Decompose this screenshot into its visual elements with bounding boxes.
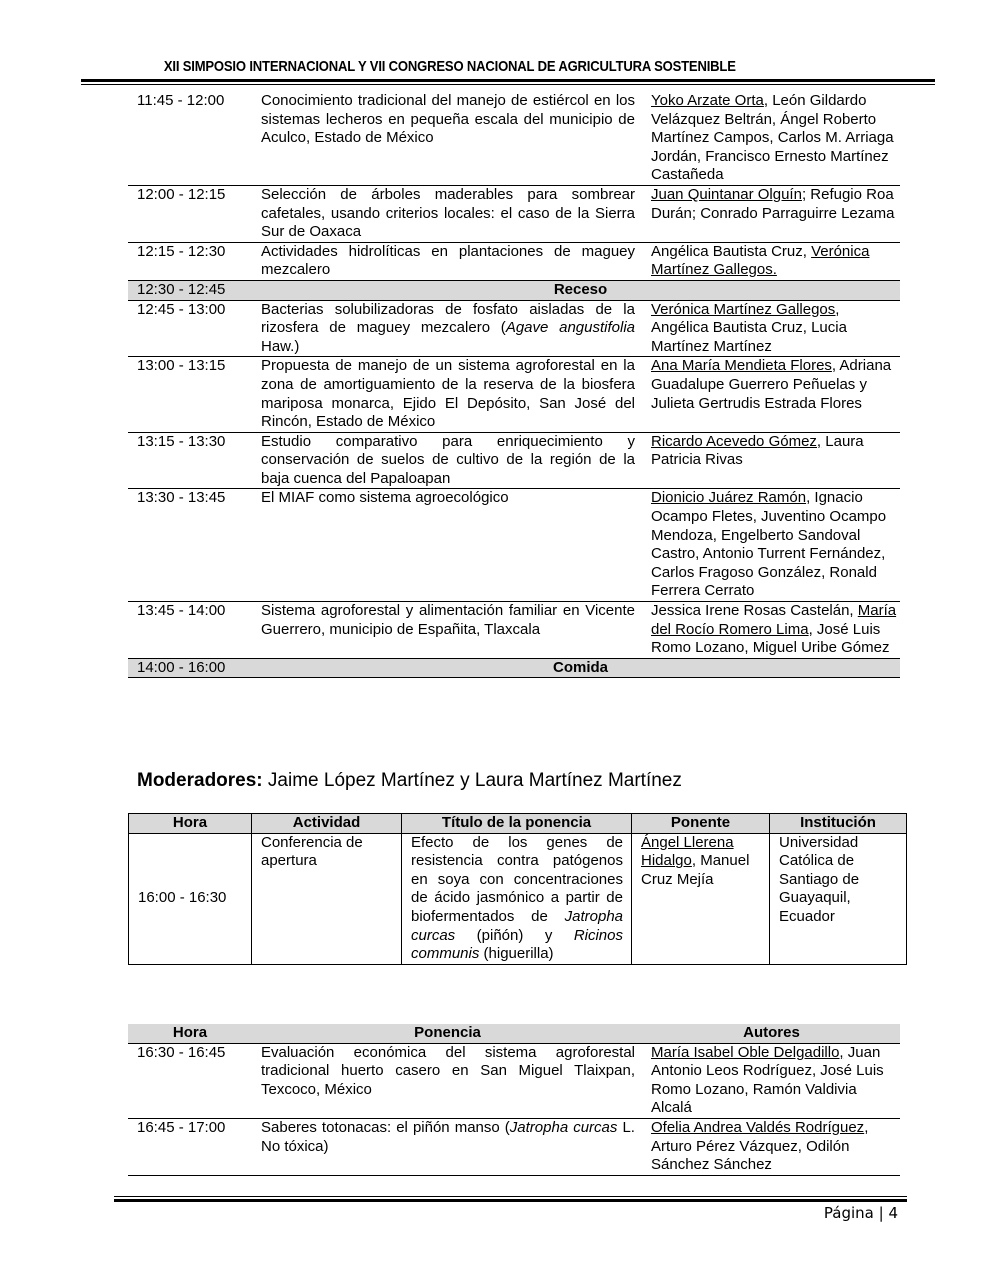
table-row <box>128 1118 900 1175</box>
footer-rule-thin <box>114 1196 907 1197</box>
coauthors: ; Refugio Roa Durán; Conrado Parraguirre Lezama <box>651 185 895 222</box>
authors-cell <box>643 1043 900 1118</box>
table-row <box>128 300 900 357</box>
table-row <box>128 432 900 489</box>
time-cell: 12:30 - 12:45 <box>128 280 252 300</box>
authors-cell <box>643 489 900 602</box>
break-row <box>128 280 900 300</box>
table-row <box>128 602 900 659</box>
time-cell: 14:00 - 16:00 <box>128 658 252 678</box>
table-row <box>128 242 900 280</box>
title-cell: Sistema agroforestal y alimentación familiar en Vicente Guerrero, municipio de Españita, Tlaxcala <box>252 602 643 659</box>
presenter-name: Ana María Mendieta Flores <box>651 357 832 375</box>
presenter-name: María Isabel Oble Delgadillo, <box>651 1043 844 1061</box>
table-row <box>128 185 900 242</box>
title-text: Haw.) <box>261 337 300 355</box>
coauthors: Laura Patricia Rivas <box>651 432 864 469</box>
title-cell <box>402 833 632 964</box>
time-cell: 12:45 - 13:00 <box>128 300 252 357</box>
title-cell: Evaluación económica del sistema agroforestal tradicional huerto casero en San Miguel Tlaixpan, Texcoco, México <box>252 1043 643 1118</box>
time-cell: 13:45 - 14:00 <box>128 602 252 659</box>
moderators-line <box>137 770 682 792</box>
species-name: Jatropha curcas <box>411 907 623 944</box>
activity-cell: Conferencia de apertura <box>252 833 402 964</box>
authors-cell <box>643 357 900 432</box>
coauthors: , Arturo Pérez Vázquez, Odilón Sánchez Sánchez <box>651 1118 869 1174</box>
time-cell: 13:00 - 13:15 <box>128 357 252 432</box>
coauthors: , Manuel Cruz Mejía <box>641 852 750 888</box>
presenter-name: María del Rocío Romero Lima <box>651 602 897 638</box>
coauthors: , Ignacio Ocampo Fletes, Juventino Ocampo Mendoza, Engelberto Sandoval Castro, Antonio Turrent Fernández, Carlos Fragoso González, Ronald Ferrera Cerrato <box>651 489 887 600</box>
header-rule-thin <box>81 84 935 85</box>
time-cell: 16:30 - 16:45 <box>128 1043 252 1118</box>
time-cell: 13:30 - 13:45 <box>128 489 252 602</box>
title-cell: Selección de árboles maderables para sombrear cafetales, usando criterios locales: el caso de la Sierra Sur de Oaxaca <box>252 185 643 242</box>
footer-rule-thick <box>114 1199 907 1202</box>
title-cell: El MIAF como sistema agroecológico <box>252 489 643 602</box>
title-text: (piñón) y <box>455 926 574 944</box>
table-row <box>129 833 907 964</box>
title-text: (higuerilla) <box>479 945 554 963</box>
break-row <box>128 658 900 678</box>
presenter-cell <box>632 833 770 964</box>
time-cell: 12:15 - 12:30 <box>128 242 252 280</box>
species-name: Ricinos communis <box>411 926 623 963</box>
coauthors: Angélica Bautista Cruz, Lucia Martínez Martínez <box>651 319 847 355</box>
time-cell: 16:45 - 17:00 <box>128 1118 252 1175</box>
col-header-institucion: Institución <box>770 814 907 834</box>
table-row <box>128 92 900 185</box>
authors-cell <box>643 602 900 659</box>
title-cell <box>252 1118 643 1175</box>
header-rule-thick <box>81 79 935 82</box>
col-header-actividad: Actividad <box>252 814 402 834</box>
title-cell <box>252 300 643 357</box>
authors-cell <box>643 300 900 357</box>
schedule-table-morning <box>128 92 900 678</box>
authors-cell <box>643 242 900 280</box>
header-title: XII SIMPOSIO INTERNACIONAL Y VII CONGRESO NACIONAL DE AGRICULTURA SOSTENIBLE <box>163 58 736 75</box>
title-text: Bacterias solubilizadoras de fosfato aisladas de la rizosfera de maguey mezcalero ( <box>261 300 635 337</box>
coauthors: Jessica Irene Rosas Castelán, <box>651 602 858 620</box>
presenter-name: Verónica Martínez Gallegos, <box>651 300 840 318</box>
title-text: Saberes totonacas: el piñón manso ( <box>261 1118 510 1136</box>
moderators-names: Jaime López Martínez y Laura Martínez Martínez <box>262 770 682 791</box>
authors-cell <box>643 92 900 185</box>
opening-conference-table <box>128 813 907 965</box>
col-header-hora: Hora <box>129 814 252 834</box>
coauthors: Juan Antonio Leos Rodríguez, José Luis Romo Lozano, Ramón Valdivia Alcalá <box>651 1043 884 1117</box>
title-cell: Actividades hidrolíticas en plantaciones de maguey mezcalero <box>252 242 643 280</box>
time-cell: 16:00 - 16:30 <box>129 833 252 964</box>
species-name: Agave angustifolia <box>505 319 635 337</box>
schedule-table-afternoon <box>128 1024 900 1176</box>
title-cell: Conocimiento tradicional del manejo de estiércol en los sistemas lecheros en pequeña escala del municipio de Aculco, Estado de México <box>252 92 643 185</box>
authors-cell <box>643 1118 900 1175</box>
coauthors: , Adriana Guadalupe Guerrero Peñuelas y Julieta Gertrudis Estrada Flores <box>651 357 892 412</box>
time-cell: 13:15 - 13:30 <box>128 432 252 489</box>
authors-cell <box>643 432 900 489</box>
page-number: Página | 4 <box>823 1204 898 1222</box>
coauthors: Angélica Bautista Cruz, <box>651 242 812 260</box>
species-name: Jatropha curcas <box>509 1118 618 1136</box>
moderators-label: Moderadores: <box>137 770 263 791</box>
col-header-hora: Hora <box>128 1024 252 1043</box>
authors-cell <box>643 185 900 242</box>
presenter-name: Dionicio Juárez Ramón <box>651 489 807 507</box>
col-header-ponente: Ponente <box>632 814 770 834</box>
time-cell: 12:00 - 12:15 <box>128 185 252 242</box>
coauthors: , León Gildardo Velázquez Beltrán, Ángel Roberto Martínez Campos, Carlos M. Arriaga Jordán, Francisco Ernesto Martínez Castañeda <box>651 92 894 184</box>
title-cell: Propuesta de manejo de un sistema agroforestal en la zona de amortiguamiento de la reserva de la biosfera mariposa monarca, Ejido El Depósito, San José del Rincón, Estado de México <box>252 357 643 432</box>
title-text: Efecto de los genes de resistencia contra patógenos en soya con concentraciones de ácido jasmónico a partir de biofermentados de <box>411 833 623 925</box>
col-header-ponencia: Ponencia <box>252 1024 643 1043</box>
table-header-row <box>128 1024 900 1043</box>
coauthors: , José Luis Romo Lozano, Miguel Uribe Gómez <box>651 620 890 657</box>
break-label: Receso <box>252 280 900 300</box>
break-label: Comida <box>252 658 900 678</box>
presenter-name: Verónica Martínez Gallegos. <box>651 242 870 279</box>
table-row <box>128 489 900 602</box>
presenter-name: Ricardo Acevedo Gómez, <box>651 432 822 450</box>
table-row <box>128 357 900 432</box>
presenter-name: Ofelia Andrea Valdés Rodríguez <box>651 1118 865 1136</box>
title-cell: Estudio comparativo para enriquecimiento y conservación de suelos de cultivo de la región de la baja cuenca del Papaloapan <box>252 432 643 489</box>
col-header-autores: Autores <box>643 1024 900 1043</box>
institution-cell: Universidad Católica de Santiago de Guayaquil, Ecuador <box>770 833 907 964</box>
presenter-name: Juan Quintanar Olguín <box>651 185 802 203</box>
table-row <box>128 1043 900 1118</box>
title-text: L. No tóxica) <box>261 1118 635 1155</box>
time-cell: 11:45 - 12:00 <box>128 92 252 185</box>
presenter-name: Ángel Llerena Hidalgo <box>641 833 734 870</box>
col-header-titulo: Título de la ponencia <box>402 814 632 834</box>
table-header-row <box>129 814 907 834</box>
presenter-name: Yoko Arzate Orta <box>651 92 764 109</box>
